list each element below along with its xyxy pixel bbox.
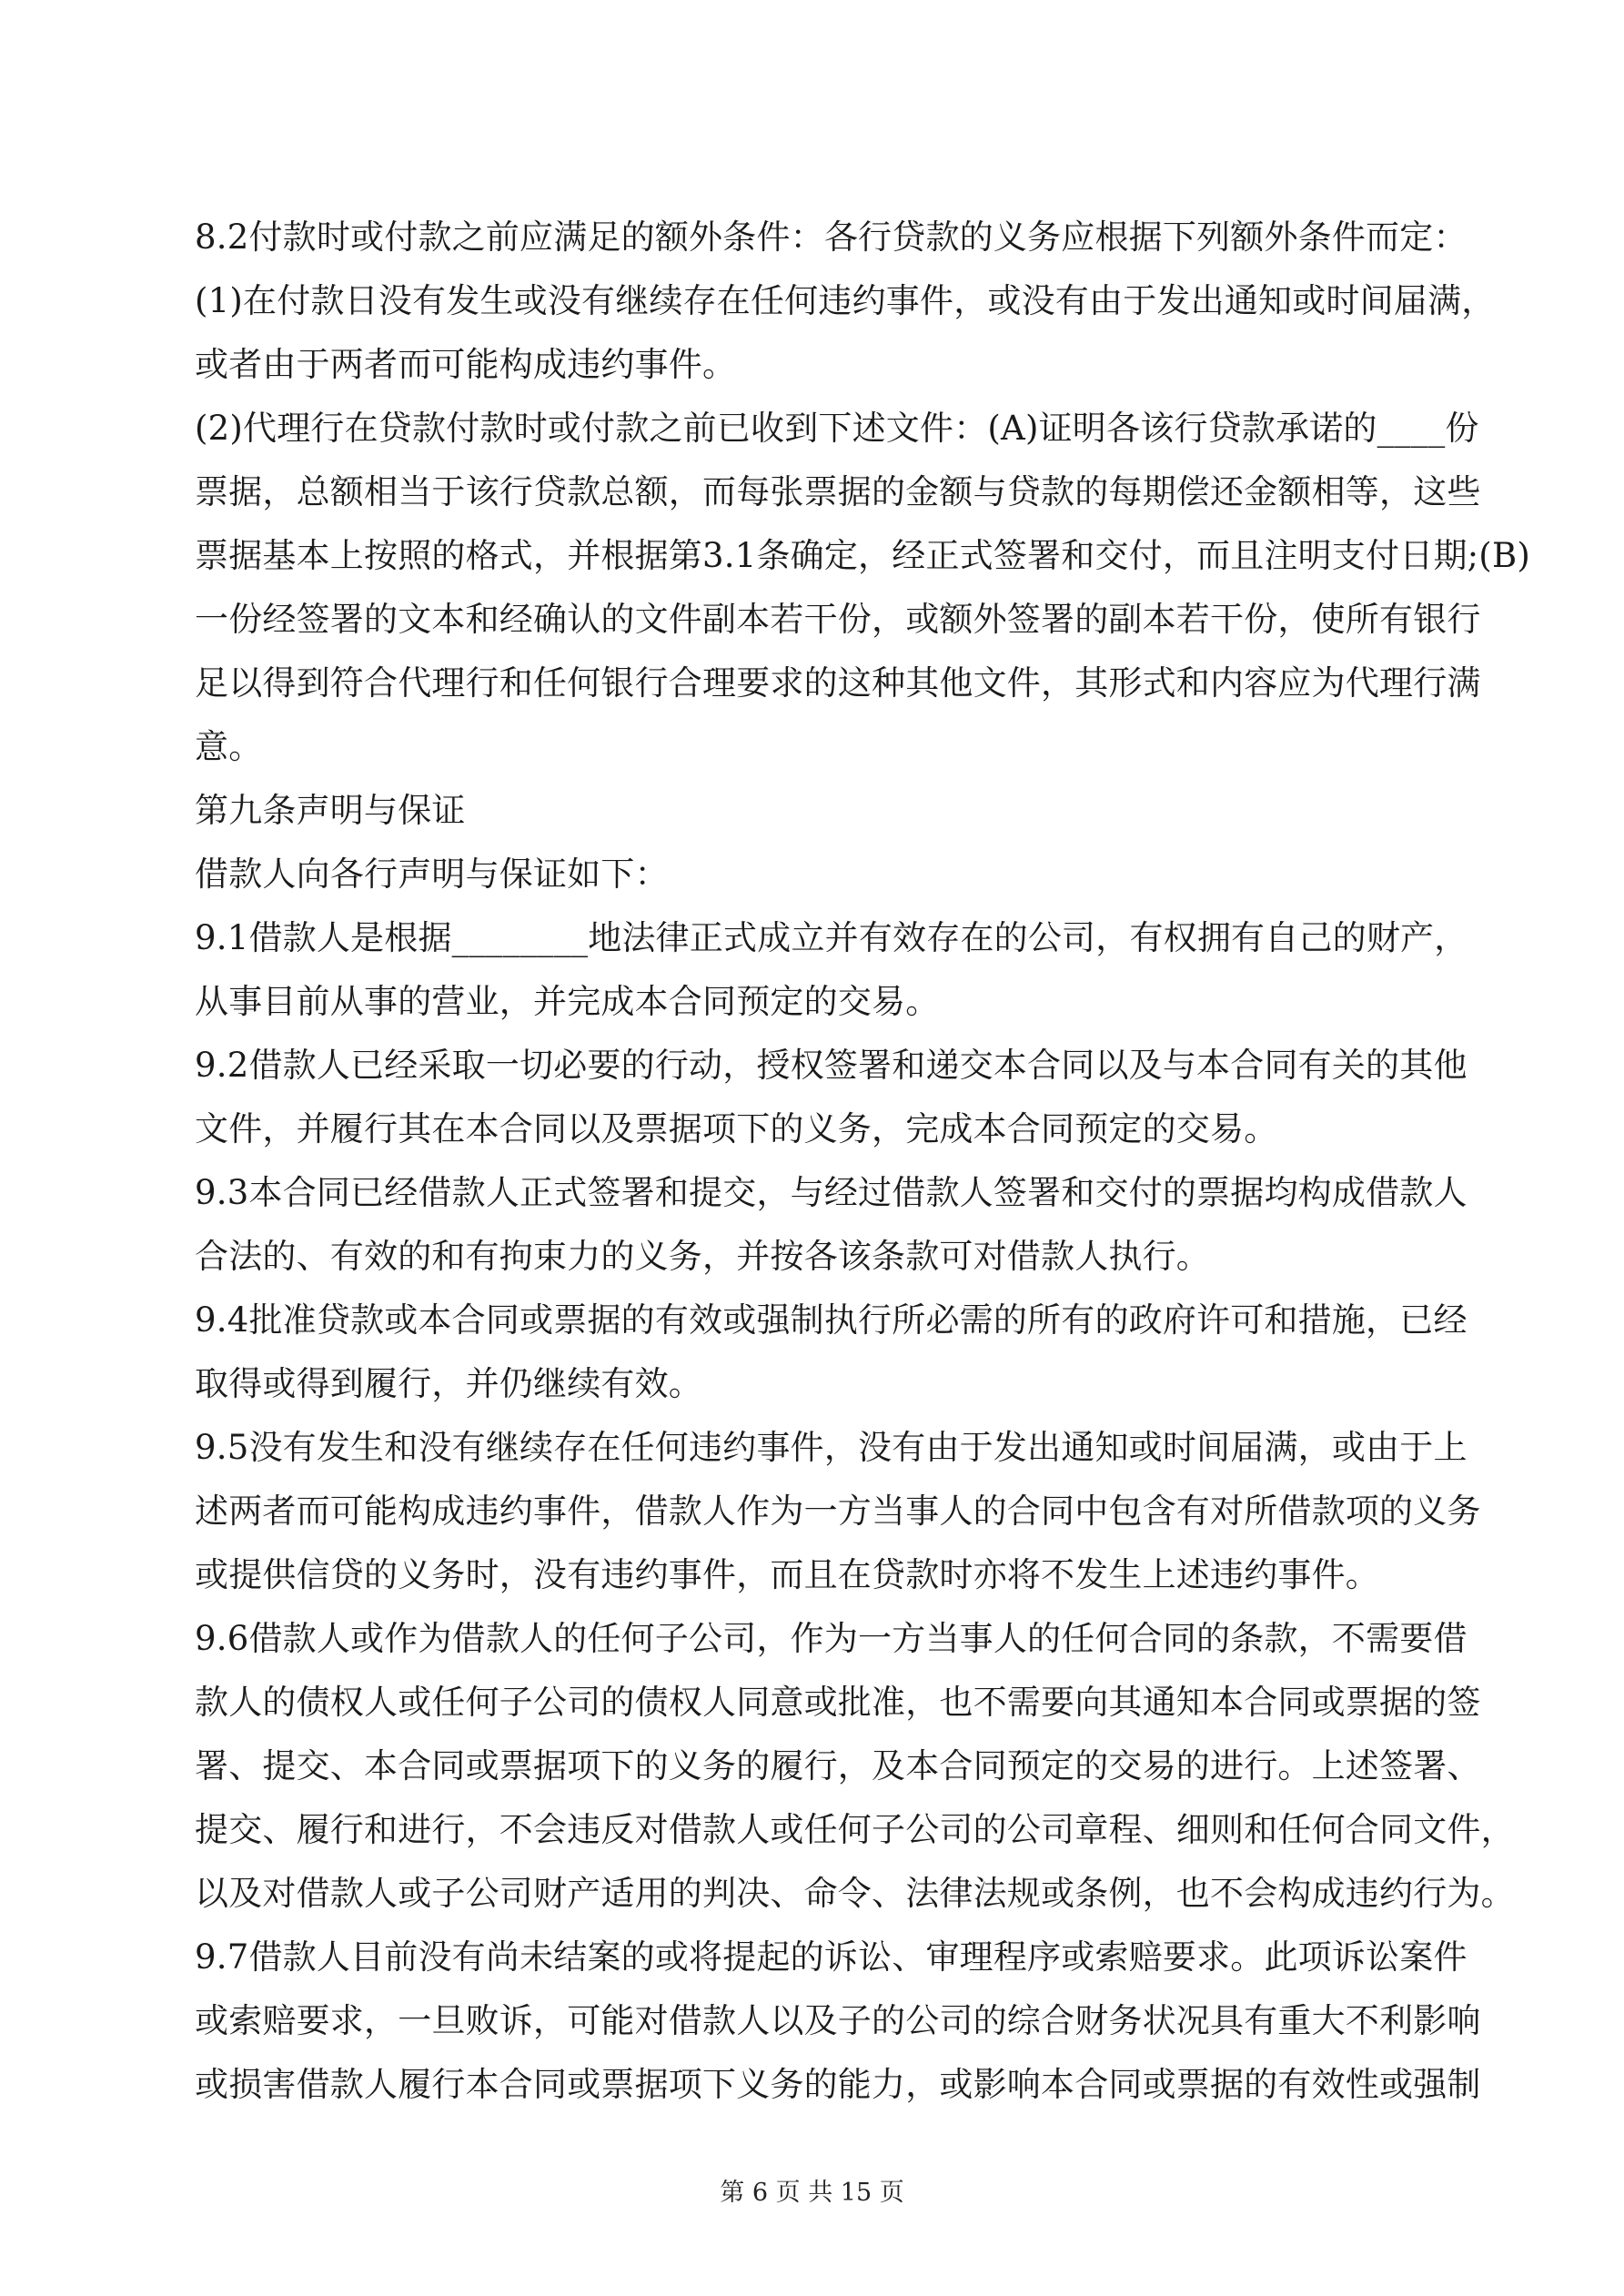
body-line: 9.7借款人目前没有尚未结案的或将提起的诉讼、审理程序或索赔要求。此项诉讼案件	[195, 1937, 1468, 1977]
body-line: 借款人向各行声明与保证如下：	[195, 855, 669, 894]
body-line: 或损害借款人履行本合同或票据项下义务的能力，或影响本合同或票据的有效性或强制	[195, 2065, 1481, 2104]
body-line: 或提供信贷的义务时，没有违约事件，而且在贷款时亦将不发生上述违约事件。	[195, 1555, 1379, 1594]
body-line: 述两者而可能构成违约事件，借款人作为一方当事人的合同中包含有对所借款项的义务	[195, 1492, 1481, 1531]
body-line: 文件，并履行其在本合同以及票据项下的义务，完成本合同预定的交易。	[195, 1109, 1278, 1148]
document-body	[195, 206, 1530, 2117]
body-line: 9.3本合同已经借款人正式签署和提交，与经过借款人签署和交付的票据均构成借款人	[195, 1173, 1468, 1212]
body-line: 9.2借款人已经采取一切必要的行动，授权签署和递交本合同以及与本合同有关的其他	[195, 1046, 1468, 1085]
body-line: 或者由于两者而可能构成违约事件。	[195, 345, 737, 384]
body-line: 9.4批准贷款或本合同或票据的有效或强制执行所必需的所有的政府许可和措施，已经	[195, 1300, 1468, 1340]
body-line: 或索赔要求，一旦败诉，可能对借款人以及子的公司的综合财务状况具有重大不利影响	[195, 2001, 1481, 2040]
body-line: 票据，总额相当于该行贷款总额，而每张票据的金额与贷款的每期偿还金额相等，这些	[195, 472, 1481, 511]
body-line: 一份经签署的文本和经确认的文件副本若干份，或额外签署的副本若干份，使所有银行	[195, 600, 1481, 639]
body-line: (2)代理行在贷款付款时或付款之前已收到下述文件：(A)证明各该行贷款承诺的____份	[195, 409, 1479, 448]
body-line: 款人的债权人或任何子公司的债权人同意或批准，也不需要向其通知本合同或票据的签	[195, 1683, 1481, 1722]
body-line: 署、提交、本合同或票据项下的义务的履行，及本合同预定的交易的进行。上述签署、	[195, 1746, 1481, 1785]
body-line: 9.1借款人是根据________地法律正式成立并有效存在的公司，有权拥有自己的财产，	[195, 918, 1468, 957]
body-line: 足以得到符合代理行和任何银行合理要求的这种其他文件，其形式和内容应为代理行满	[195, 663, 1481, 703]
body-line: 以及对借款人或子公司财产适用的判决、命令、法律法规或条例，也不会构成违约行为。	[195, 1874, 1515, 1913]
body-line: 合法的、有效的和有拘束力的义务，并按各该条款可对借款人执行。	[195, 1237, 1210, 1276]
page-number: 第 6 页 共 15 页	[720, 2179, 904, 2207]
body-line: 从事目前从事的营业，并完成本合同预定的交易。	[195, 982, 940, 1021]
body-line: 取得或得到履行，并仍继续有效。	[195, 1364, 702, 1403]
body-line: 票据基本上按照的格式，并根据第3.1条确定，经正式签署和交付，而且注明支付日期;(B)	[195, 536, 1530, 575]
body-line: 提交、履行和进行，不会违反对借款人或任何子公司的公司章程、细则和任何合同文件，	[195, 1810, 1515, 1849]
section-heading: 第九条声明与保证	[195, 791, 466, 830]
body-line: 9.6借款人或作为借款人的任何子公司，作为一方当事人的任何合同的条款，不需要借	[195, 1619, 1468, 1658]
body-line: 9.5没有发生和没有继续存在任何违约事件，没有由于发出通知或时间届满，或由于上	[195, 1428, 1468, 1467]
body-line: 意。	[195, 727, 263, 766]
page-footer	[0, 2175, 1624, 2211]
body-line: 8.2付款时或付款之前应满足的额外条件：各行贷款的义务应根据下列额外条件而定：	[195, 217, 1468, 257]
body-line: (1)在付款日没有发生或没有继续存在任何违约事件，或没有由于发出通知或时间届满，	[195, 281, 1496, 320]
